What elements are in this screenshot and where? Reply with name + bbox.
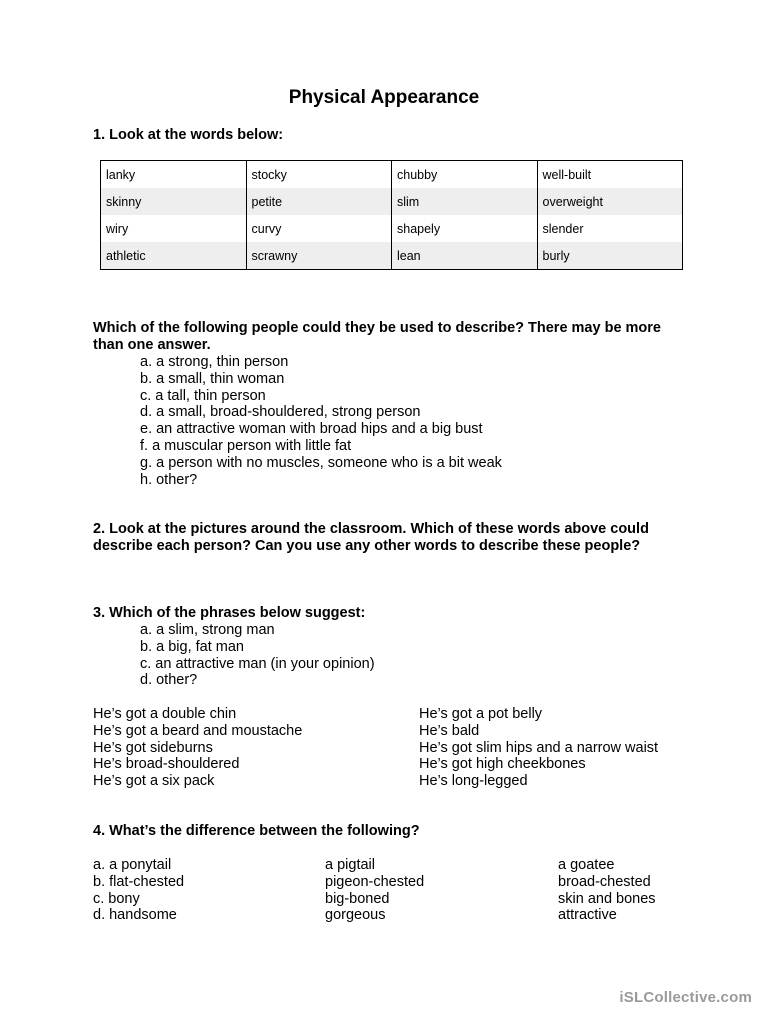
table-cell: well-built xyxy=(537,161,683,189)
list-item: b. a small, thin woman xyxy=(140,370,285,387)
table-row xyxy=(101,242,683,270)
vocabulary-table xyxy=(100,160,683,270)
q4-column-2 xyxy=(325,857,424,924)
list-item: He’s got high cheekbones xyxy=(419,756,586,773)
list-item: a. a slim, strong man xyxy=(140,622,275,638)
table-cell: lean xyxy=(392,242,538,270)
list-item: c. a tall, thin person xyxy=(140,387,266,404)
list-item: He’s long-legged xyxy=(419,773,528,790)
table-cell: athletic xyxy=(101,242,247,270)
table-cell: burly xyxy=(537,242,683,270)
q3-options-list xyxy=(140,622,375,689)
q1-heading: 1. Look at the words below: xyxy=(93,127,284,143)
table-cell: slim xyxy=(392,188,538,215)
list-item: skin and bones xyxy=(558,890,656,907)
phrases-right-column xyxy=(419,706,658,790)
list-item: e. an attractive woman with broad hips and a big bust xyxy=(140,421,483,438)
list-item: c. an attractive man (in your opinion) xyxy=(140,655,375,672)
list-item: broad-chested xyxy=(558,873,651,890)
table-cell: curvy xyxy=(246,215,392,242)
list-item: c. bony xyxy=(93,890,140,907)
list-item: f. a muscular person with little fat xyxy=(140,437,352,454)
table-cell: slender xyxy=(537,215,683,242)
list-item: b. a big, fat man xyxy=(140,638,244,655)
list-item: He’s got a beard and moustache xyxy=(93,722,303,739)
list-item: He’s got a six pack xyxy=(93,773,215,790)
table-cell: chubby xyxy=(392,161,538,189)
q4-heading: 4. What’s the difference between the following? xyxy=(93,823,420,839)
list-item: He’s broad-shouldered xyxy=(93,756,240,773)
list-item: He’s got slim hips and a narrow waist xyxy=(419,739,659,756)
list-item: He’s got a double chin xyxy=(93,706,237,722)
page-title: Physical Appearance xyxy=(288,87,480,108)
list-item: d. a small, broad-shouldered, strong person xyxy=(140,404,421,421)
table-cell: lanky xyxy=(101,161,247,189)
q4-column-1 xyxy=(93,857,184,924)
table-cell: skinny xyxy=(101,188,247,215)
list-item: gorgeous xyxy=(325,907,386,924)
list-item: a pigtail xyxy=(325,857,375,873)
list-item: d. other? xyxy=(140,672,198,689)
q2-question: 2. Look at the pictures around the classroom. Which of these words above could describe each person? Can you use any other words to describe these people? xyxy=(93,521,649,554)
q1-question: Which of the following people could they be used to describe? There may be more than one answer. xyxy=(93,320,661,353)
q1-options-list xyxy=(140,354,502,488)
table-row xyxy=(101,215,683,242)
list-item: d. handsome xyxy=(93,907,177,924)
q3-heading: 3. Which of the phrases below suggest: xyxy=(93,605,366,621)
list-item: He’s bald xyxy=(419,722,480,739)
list-item: a. a strong, thin person xyxy=(140,354,289,370)
list-item: h. other? xyxy=(140,471,198,488)
list-item: He’s got a pot belly xyxy=(419,706,543,722)
table-cell: overweight xyxy=(537,188,683,215)
table-cell: stocky xyxy=(246,161,392,189)
list-item: g. a person with no muscles, someone who is a bit weak xyxy=(140,454,502,471)
table-cell: wiry xyxy=(101,215,247,242)
phrases-left-column xyxy=(93,706,302,790)
list-item: pigeon-chested xyxy=(325,873,425,890)
table-cell: petite xyxy=(246,188,392,215)
list-item: big-boned xyxy=(325,890,390,907)
q4-column-3 xyxy=(558,857,656,924)
list-item: attractive xyxy=(558,907,617,924)
list-item: He’s got sideburns xyxy=(93,739,213,756)
table-row xyxy=(101,161,683,189)
table-cell: shapely xyxy=(392,215,538,242)
list-item: b. flat-chested xyxy=(93,873,185,890)
table-cell: scrawny xyxy=(246,242,392,270)
table-row xyxy=(101,188,683,215)
list-item: a. a ponytail xyxy=(93,857,172,873)
list-item: a goatee xyxy=(558,857,615,873)
watermark: iSLCollective.com xyxy=(619,989,752,1006)
